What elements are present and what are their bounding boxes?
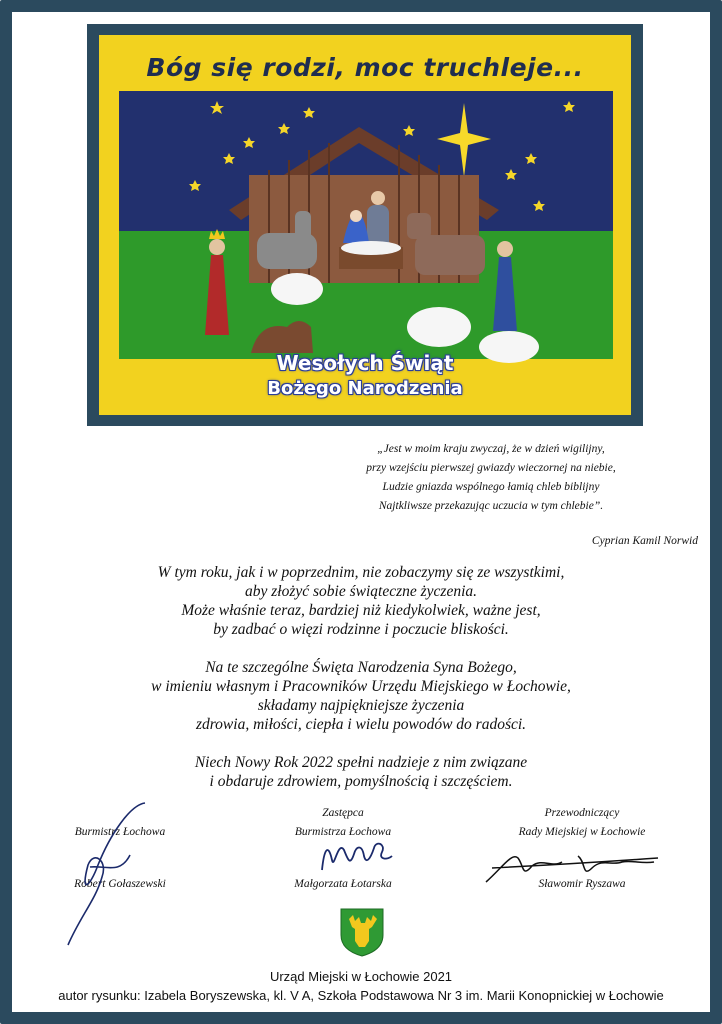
body-line: składamy najpiękniejsze życzenia: [257, 697, 465, 714]
quote-line: Ludzie gniazda wspólnego łamią chleb biblijny: [382, 481, 600, 493]
card-yellow-frame: [99, 35, 631, 415]
signature-block-council-chairman: [492, 804, 672, 894]
footer-office: Urząd Miejski w Łochowie 2021: [269, 969, 453, 984]
greeting-line-1: Wesołych Świąt: [276, 351, 454, 375]
signatory-role: Rady Miejskiej w Łochowie: [518, 826, 646, 838]
lochow-coat-of-arms-icon: [339, 907, 385, 957]
signatory-role: Zastępca: [322, 807, 364, 819]
signatory-name: Sławomir Ryszawa: [538, 878, 626, 890]
sheep: [407, 307, 471, 347]
footer-drawing-author: autor rysunku: Izabela Boryszewska, kl. V A, Szkoła Podstawowa Nr 3 im. Marii Konopnickiej w Łochowie: [58, 988, 664, 1003]
quote-author: Cyprian Kamil Norwid: [591, 535, 698, 547]
quote-line: Najtkliwsze przekazując uczucia w tym chlebie”.: [378, 500, 604, 512]
joseph-head: [371, 191, 385, 205]
mary-head: [350, 210, 362, 222]
christmas-card-illustration: [87, 24, 643, 426]
body-line: zdrowia, miłości, ciepła i wielu powodów do radości.: [195, 716, 527, 733]
signature-block-mayor: [40, 823, 200, 894]
signatory-name: Małgorzata Łotarska: [294, 878, 392, 890]
manger-cloth: [341, 241, 401, 255]
signatory-role: Przewodniczący: [544, 807, 620, 819]
signatory-role: Burmistrza Łochowa: [294, 826, 392, 838]
paragraph: [60, 658, 662, 734]
paragraph: [60, 753, 662, 791]
signatory-role: Burmistrz Łochowa: [74, 826, 166, 838]
body-line: aby złożyć sobie świąteczne życzenia.: [244, 583, 477, 600]
greeting-body: [60, 563, 662, 810]
body-line: W tym roku, jak i w poprzednim, nie zobaczymy się ze wszystkimi,: [157, 564, 565, 581]
quote-line: „Jest w moim kraju zwyczaj, że w dzień wigilijny,: [377, 443, 605, 455]
body-line: Może właśnie teraz, bardziej niż kiedykolwiek, ważne jest,: [181, 602, 541, 619]
signatory-name: Robert Gołaszewski: [74, 878, 166, 890]
body-line: i obdaruje zdrowiem, pomyślnością i szczęściem.: [209, 773, 513, 790]
quote-line: przy wzejściu pierwszej gwiazdy wieczornej na niebie,: [366, 462, 616, 474]
body-line: Niech Nowy Rok 2022 spełni nadzieje z nim związane: [194, 754, 528, 771]
signature-block-deputy-mayor: [263, 804, 423, 894]
body-line: w imieniu własnym i Pracowników Urzędu Miejskiego w Łochowie,: [151, 678, 571, 695]
body-line: by zadbać o więzi rodzinne i poczucie bliskości.: [213, 621, 509, 638]
card-title: Bóg się rodzi, moc truchleje...: [146, 53, 584, 82]
greeting-line-2: Bożego Narodzenia: [267, 378, 463, 399]
norwid-quote: [300, 440, 682, 516]
sheep: [271, 273, 323, 305]
paragraph: [60, 563, 662, 639]
ox: [415, 235, 485, 275]
body-line: Na te szczególne Święta Narodzenia Syna Bożego,: [205, 659, 517, 676]
